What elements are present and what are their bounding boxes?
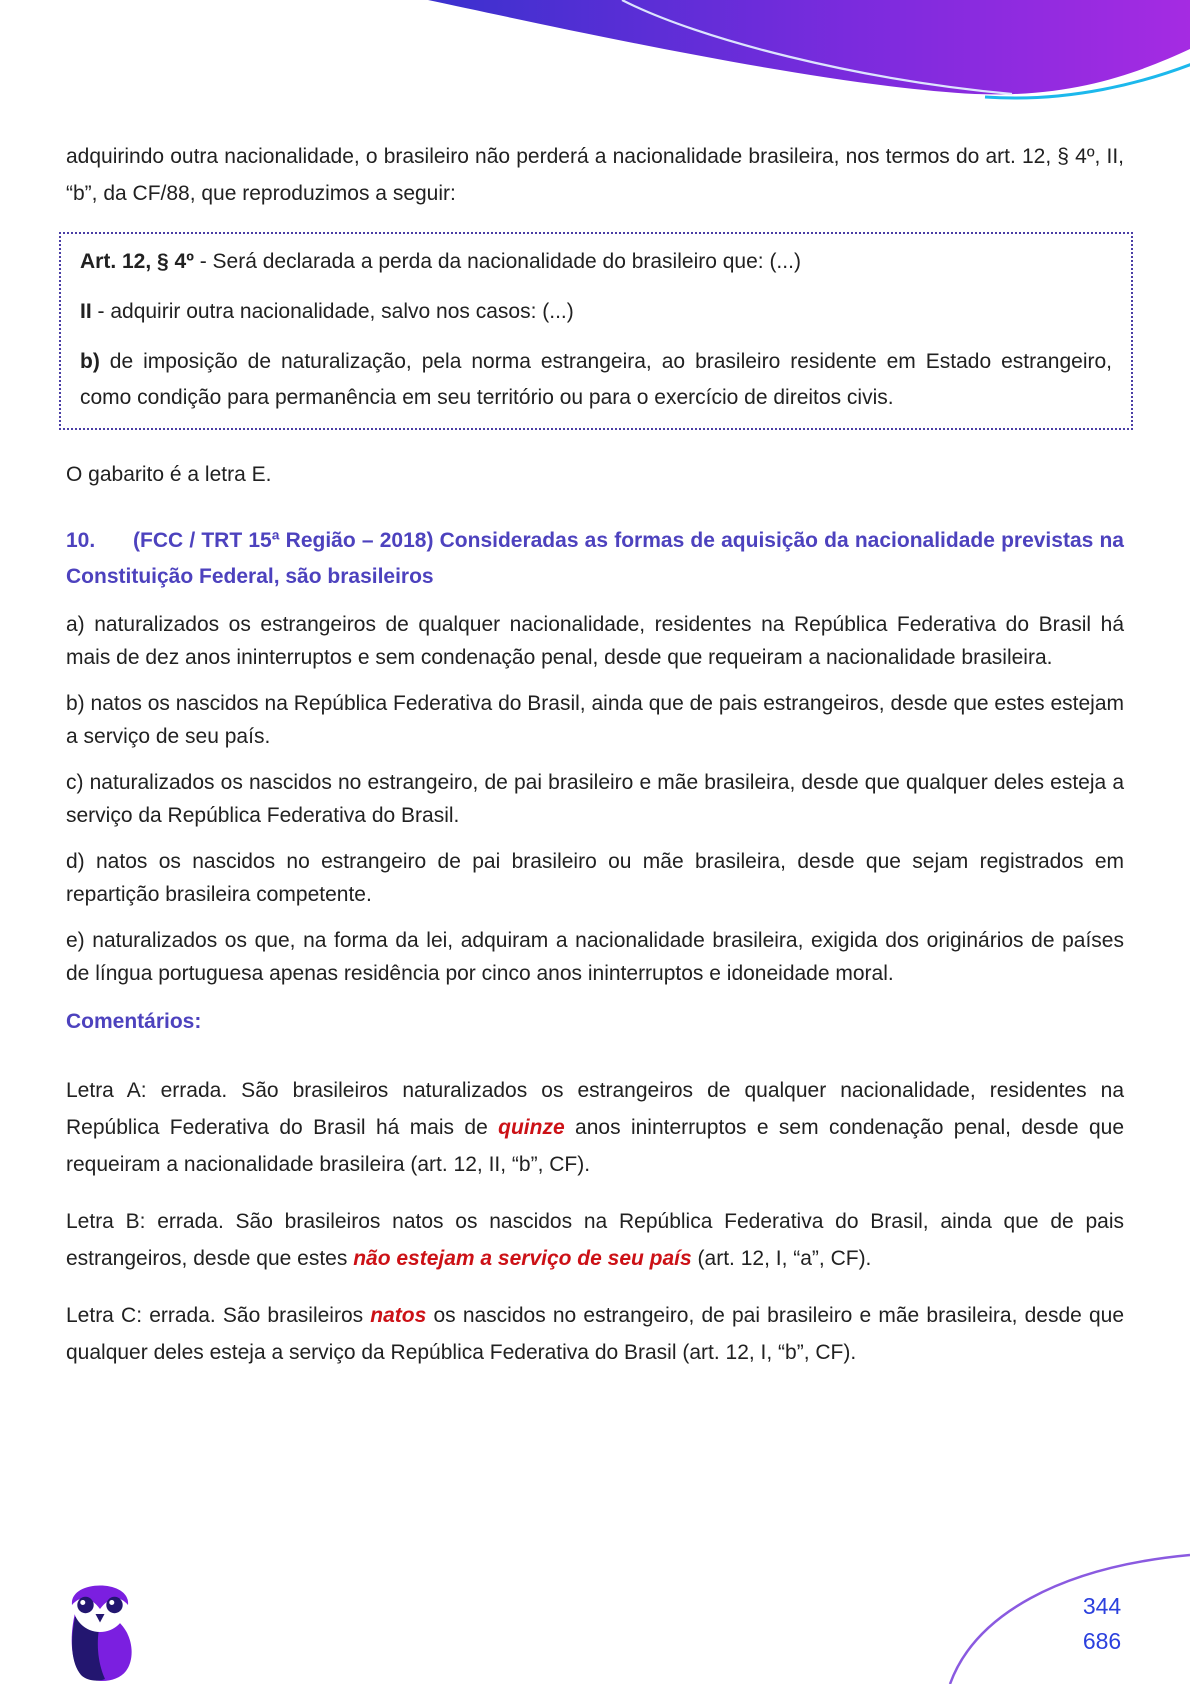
answer-line: O gabarito é a letra E. — [66, 463, 272, 486]
option-d: d) natos os nascidos no estrangeiro de pai brasileiro ou mãe brasileira, desde que sejam registrados em repartição brasileira competente. — [66, 850, 1124, 906]
page-content — [66, 138, 1124, 1391]
page-number-indicator — [1070, 1589, 1134, 1659]
wave-fill — [428, 0, 1190, 94]
law-quote-box — [59, 232, 1133, 430]
option-b: b) natos os nascidos na República Federativa do Brasil, ainda que de pais estrangeiros, desde que estes estejam a serviço de seu país. — [66, 692, 1124, 748]
owl-left-eye — [77, 1597, 93, 1613]
footer-arc-decoration — [940, 1545, 1190, 1684]
quote-paragraph-alinea-b: b) de imposição de naturalização, pela norma estrangeira, ao brasileiro residente em Estado estrangeiro, como condição para permanência em seu território ou para o exercício de direitos civis. — [80, 350, 1112, 409]
question-statement: (FCC / TRT 15ª Região – 2018) Consideradas as formas de aquisição da nacionalidade previstas na Constituição Federal, são brasileiros — [66, 529, 1124, 588]
header-wave-decoration — [0, 0, 1190, 120]
estrategia-owl-logo — [62, 1571, 138, 1681]
owl-left-eye-highlight — [80, 1600, 85, 1605]
question-heading — [66, 523, 1124, 595]
comment-letra-b: Letra B: errada. São brasileiros natos os nascidos na República Federativa do Brasil, ainda que de pais estrangeiros, desde que estes não estejam a serviço de seu país (art. 12, I, “a”, CF). — [66, 1210, 1124, 1270]
comments-heading: Comentários: — [66, 1010, 202, 1033]
comment-letra-a: Letra A: errada. São brasileiros naturalizados os estrangeiros de qualquer nacionalidade, residentes na República Federativa do Brasil há mais de quinze anos ininterruptos e sem condenação penal, desde que requeiram a nacionalidade brasileira (art. 12, II, “b”, CF). — [66, 1079, 1125, 1176]
intro-paragraph: adquirindo outra nacionalidade, o brasileiro não perderá a nacionalidade brasileira, nos termos do art. 12, § 4º, II, “b”, da CF/88, que reproduzimos a seguir: — [66, 145, 1124, 205]
quote-paragraph-art12: Art. 12, § 4º - Será declarada a perda da nacionalidade do brasileiro que: (...) — [80, 250, 801, 273]
owl-right-eye — [106, 1597, 122, 1613]
question-number: 10. — [66, 529, 96, 552]
page-number-current: 344 — [1082, 1593, 1122, 1619]
option-e: e) naturalizados os que, na forma da lei, adquiram a nacionalidade brasileira, exigida dos originários de países de língua portuguesa apenas residência por cinco anos ininterruptos e idoneidade moral. — [66, 929, 1124, 985]
owl-right-eye-highlight — [109, 1600, 114, 1605]
page-number-total: 686 — [1082, 1628, 1122, 1654]
option-c: c) naturalizados os nascidos no estrangeiro, de pai brasileiro e mãe brasileira, desde que qualquer deles esteja a serviço da República Federativa do Brasil. — [66, 771, 1124, 827]
comment-letra-c: Letra C: errada. São brasileiros natos os nascidos no estrangeiro, de pai brasileiro e mãe brasileira, desde que qualquer deles esteja a serviço da República Federativa do Brasil (art. 12, I, “b”, CF). — [66, 1304, 1125, 1364]
quote-paragraph-inciso-ii: II - adquirir outra nacionalidade, salvo nos casos: (...) — [80, 300, 574, 323]
option-a: a) naturalizados os estrangeiros de qualquer nacionalidade, residentes na República Federativa do Brasil há mais de dez anos ininterruptos e sem condenação penal, desde que requeiram a nacionalidade brasileira. — [66, 613, 1124, 669]
